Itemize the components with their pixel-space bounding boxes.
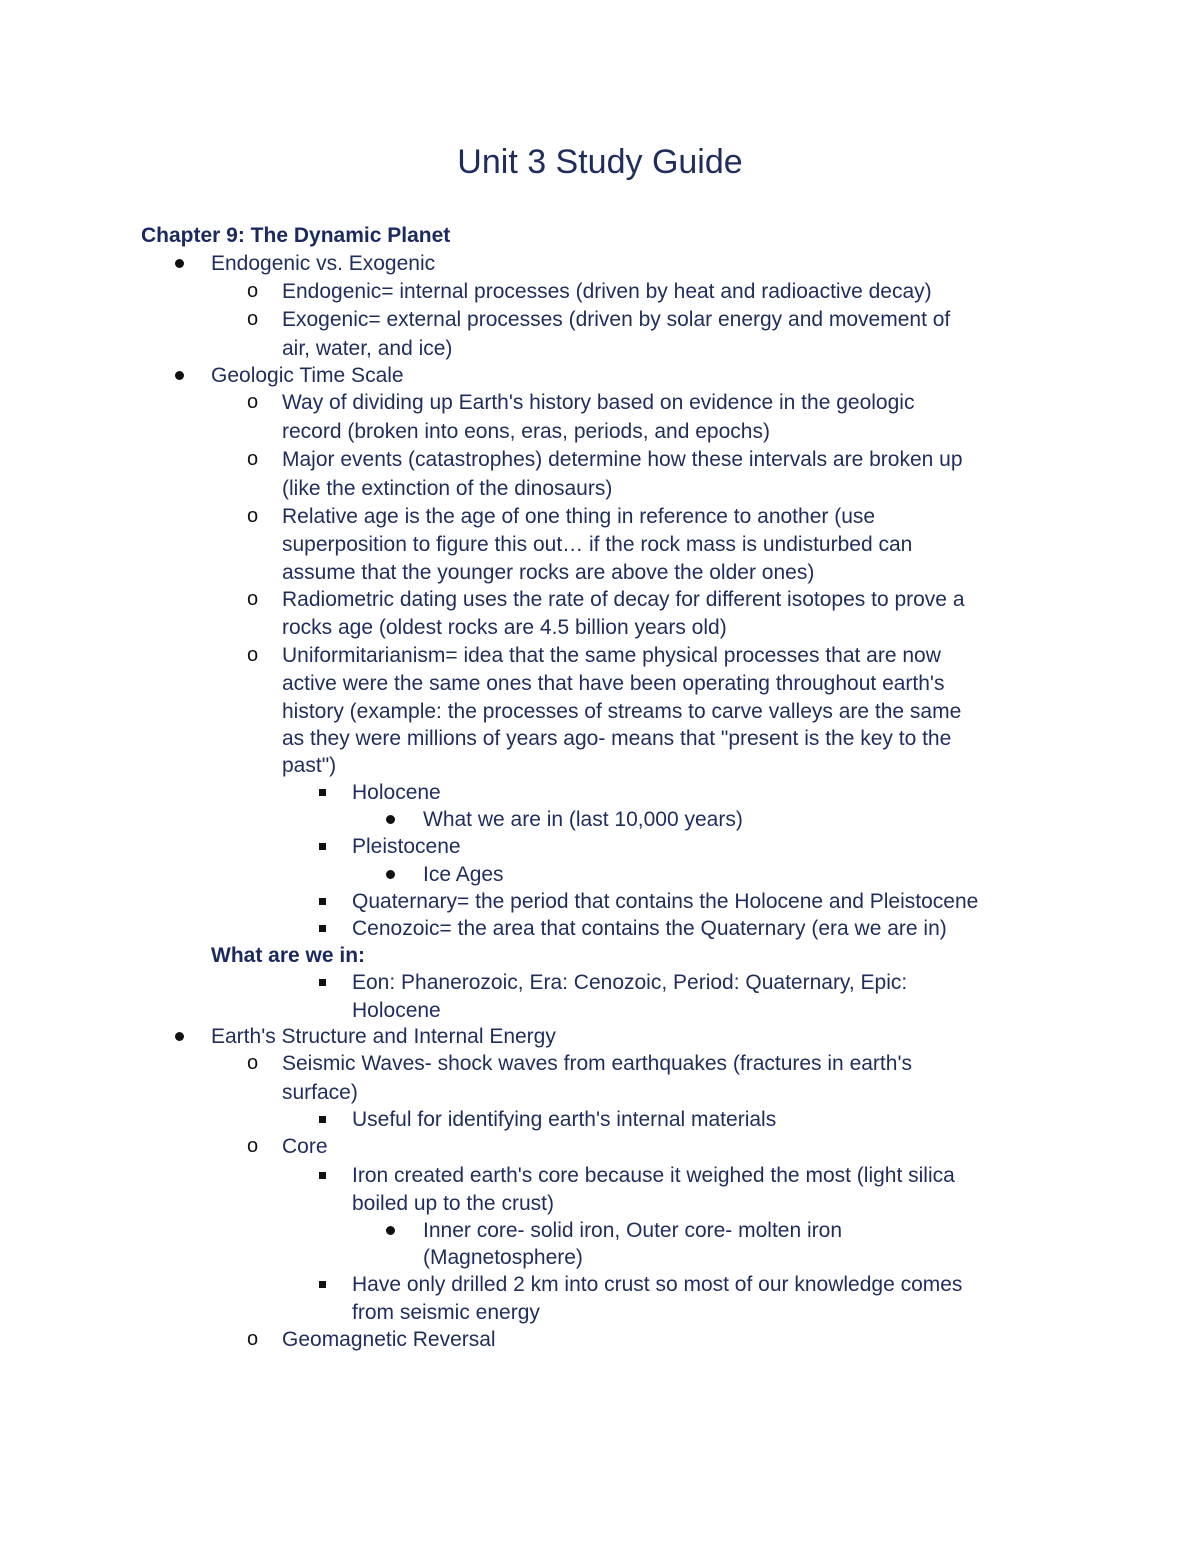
bullet-circle-icon: o bbox=[247, 391, 259, 413]
bullet-square-icon bbox=[319, 789, 326, 796]
bullet-disc-icon bbox=[175, 1032, 184, 1041]
bullet-square-icon bbox=[319, 1116, 326, 1123]
outline-line: (Magnetosphere) bbox=[423, 1246, 583, 1269]
bullet-circle-icon: o bbox=[247, 1052, 259, 1074]
outline-line: Major events (catastrophes) determine how these intervals are broken up bbox=[282, 448, 963, 471]
outline-line: Quaternary= the period that contains the Holocene and Pleistocene bbox=[352, 890, 979, 913]
bullet-circle-icon: o bbox=[247, 280, 259, 302]
bullet-disc-icon bbox=[386, 1226, 395, 1235]
outline-line: as they were millions of years ago- means that "present is the key to the bbox=[282, 727, 952, 750]
outline-line: boiled up to the crust) bbox=[352, 1192, 554, 1215]
bullet-square-icon bbox=[319, 1281, 326, 1288]
outline-line: Holocene bbox=[352, 781, 441, 804]
subheading: What are we in: bbox=[211, 944, 366, 967]
outline-line: What we are in (last 10,000 years) bbox=[423, 808, 743, 831]
chapter-heading: Chapter 9: The Dynamic Planet bbox=[141, 224, 451, 247]
outline-line: Seismic Waves- shock waves from earthquakes (fractures in earth's bbox=[282, 1052, 912, 1075]
outline-line: Cenozoic= the area that contains the Quaternary (era we are in) bbox=[352, 917, 947, 940]
bullet-circle-icon: o bbox=[247, 308, 259, 330]
bullet-circle-icon: o bbox=[247, 1328, 259, 1350]
bullet-square-icon bbox=[319, 925, 326, 932]
outline-line: Exogenic= external processes (driven by solar energy and movement of bbox=[282, 308, 951, 331]
bullet-circle-icon: o bbox=[247, 588, 259, 610]
outline-line: superposition to figure this out… if the rock mass is undisturbed can bbox=[282, 533, 913, 556]
outline-line: Useful for identifying earth's internal materials bbox=[352, 1108, 777, 1131]
outline-line: air, water, and ice) bbox=[282, 337, 453, 360]
bullet-disc-icon bbox=[386, 870, 395, 879]
bullet-circle-icon: o bbox=[247, 1135, 259, 1157]
page-title: Unit 3 Study Guide bbox=[457, 143, 743, 181]
outline-line: (like the extinction of the dinosaurs) bbox=[282, 477, 613, 500]
bullet-circle-icon: o bbox=[247, 448, 259, 470]
outline-line: rocks age (oldest rocks are 4.5 billion years old) bbox=[282, 616, 727, 639]
outline-line: assume that the younger rocks are above the older ones) bbox=[282, 561, 815, 584]
outline-line: surface) bbox=[282, 1081, 358, 1104]
outline-line: Geologic Time Scale bbox=[211, 364, 404, 387]
outline-line: past") bbox=[282, 754, 337, 777]
outline-line: from seismic energy bbox=[352, 1301, 540, 1324]
outline-line: Inner core- solid iron, Outer core- molten iron bbox=[423, 1219, 843, 1242]
outline-line: Eon: Phanerozoic, Era: Cenozoic, Period: Quaternary, Epic: bbox=[352, 971, 908, 994]
bullet-square-icon bbox=[319, 843, 326, 850]
outline-line: Radiometric dating uses the rate of decay for different isotopes to prove a bbox=[282, 588, 965, 611]
bullet-disc-icon bbox=[175, 259, 184, 268]
outline-line: Relative age is the age of one thing in reference to another (use bbox=[282, 505, 876, 528]
bullet-circle-icon: o bbox=[247, 505, 259, 527]
bullet-circle-icon: o bbox=[247, 644, 259, 666]
outline-line: Have only drilled 2 km into crust so most of our knowledge comes bbox=[352, 1273, 963, 1296]
bullet-square-icon bbox=[319, 898, 326, 905]
bullet-disc-icon bbox=[386, 815, 395, 824]
outline-line: Core bbox=[282, 1135, 328, 1158]
outline-line: Uniformitarianism= idea that the same physical processes that are now bbox=[282, 644, 941, 667]
outline-line: record (broken into eons, eras, periods, and epochs) bbox=[282, 420, 770, 443]
outline-line: Pleistocene bbox=[352, 835, 461, 858]
outline-line: Earth's Structure and Internal Energy bbox=[211, 1025, 556, 1048]
bullet-disc-icon bbox=[175, 371, 184, 380]
outline-line: history (example: the processes of streams to carve valleys are the same bbox=[282, 700, 962, 723]
bullet-square-icon bbox=[319, 1172, 326, 1179]
outline-line: Way of dividing up Earth's history based on evidence in the geologic bbox=[282, 391, 915, 414]
outline-line: Iron created earth's core because it weighed the most (light silica bbox=[352, 1164, 955, 1187]
outline-line: Holocene bbox=[352, 999, 441, 1022]
outline-line: Ice Ages bbox=[423, 863, 504, 886]
outline-line: Endogenic vs. Exogenic bbox=[211, 252, 436, 275]
outline-line: Endogenic= internal processes (driven by heat and radioactive decay) bbox=[282, 280, 932, 303]
outline-line: active were the same ones that have been operating throughout earth's bbox=[282, 672, 945, 695]
outline-line: Geomagnetic Reversal bbox=[282, 1328, 496, 1351]
bullet-square-icon bbox=[319, 979, 326, 986]
